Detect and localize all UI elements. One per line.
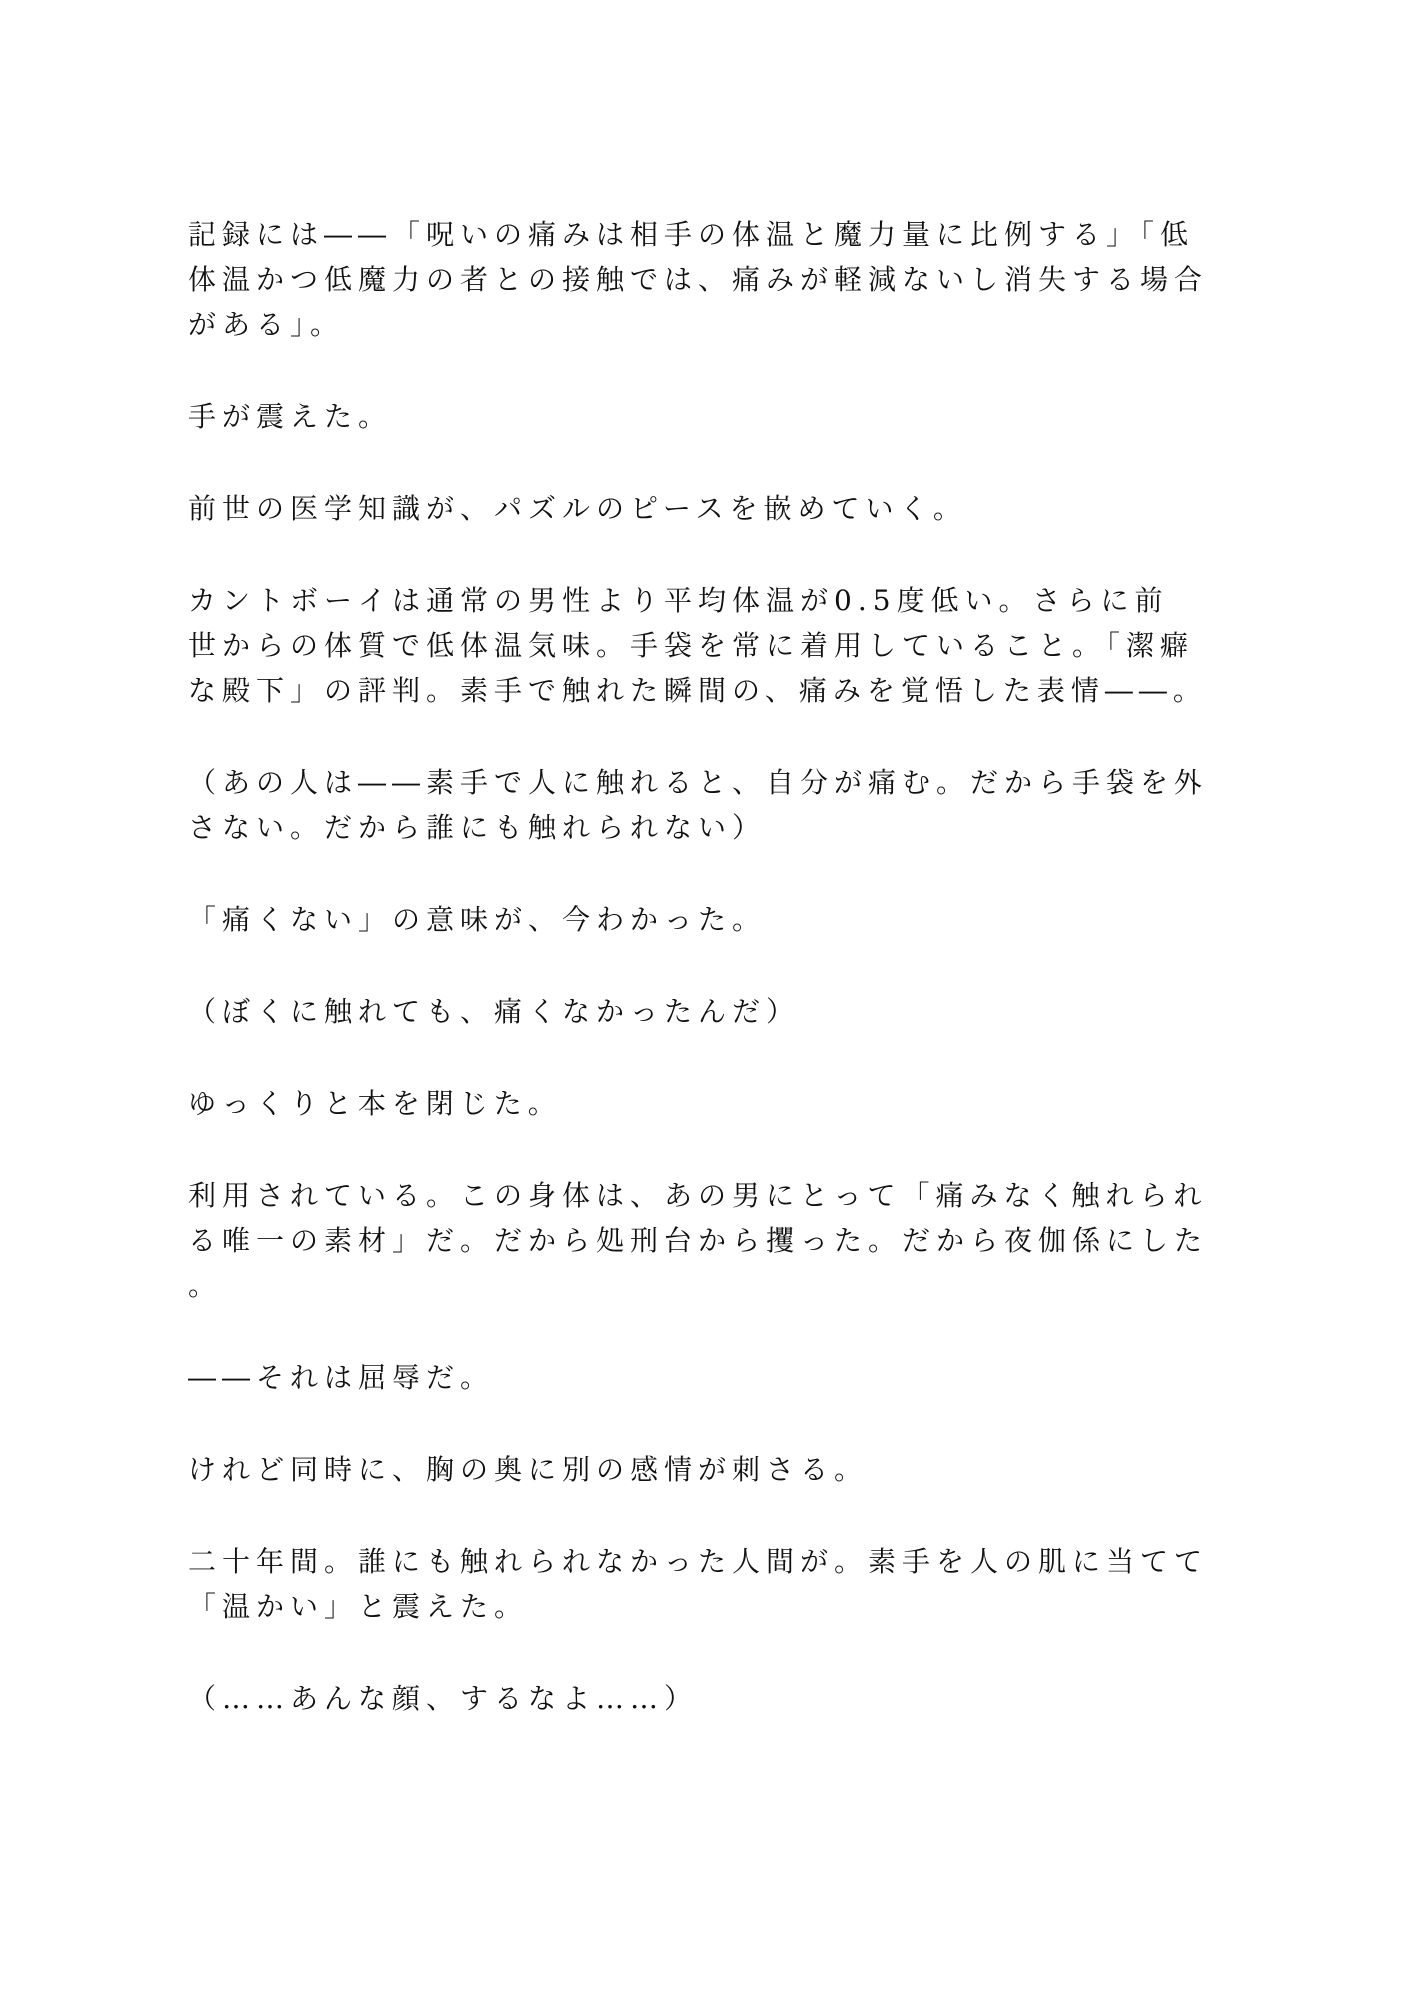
text-line: 記録には――「呪いの痛みは相手の体温と魔力量に比例する」「低 <box>188 218 1195 251</box>
text-line: がある」。 <box>188 308 345 341</box>
paragraph <box>188 760 1218 850</box>
text-line: な殿下」の評判。素手で触れた瞬間の、痛みを覚悟した表情――。 <box>188 674 1207 707</box>
paragraph <box>188 989 1218 1034</box>
text-line: （あの人は――素手で人に触れると、自分が痛む。だから手袋を外 <box>188 766 1209 799</box>
paragraph <box>188 1173 1218 1308</box>
text-line: 二十年間。誰にも触れられなかった人間が。素手を人の肌に当てて <box>188 1545 1209 1578</box>
text-line: 体温かつ低魔力の者との接触では、痛みが軽減ないし消失する場合 <box>188 263 1209 296</box>
text-line: けれど同時に、胸の奥に別の感情が刺さる。 <box>188 1453 869 1486</box>
paragraph <box>188 212 1218 347</box>
text-line: さない。だから誰にも触れられない） <box>188 811 767 844</box>
text-line: 利用されている。この身体は、あの男にとって「痛みなく触れられ <box>188 1179 1208 1212</box>
paragraph <box>188 486 1218 531</box>
paragraph <box>188 1081 1218 1126</box>
text-line: 。 <box>188 1269 223 1302</box>
text-line: 「痛くない」の意味が、今わかった。 <box>188 903 767 936</box>
text-line: 前世の医学知識が、パズルのピースを嵌めていく。 <box>188 492 967 525</box>
paragraph <box>188 897 1218 942</box>
text-line: （ぼくに触れても、痛くなかったんだ） <box>188 995 801 1028</box>
text-line: 手が震えた。 <box>188 400 393 433</box>
page-content <box>188 212 1218 1721</box>
paragraph <box>188 1447 1218 1492</box>
text-line: る唯一の素材」だ。だから処刑台から攫った。だから夜伽係にした <box>188 1224 1209 1257</box>
paragraph <box>188 1539 1218 1629</box>
text-line: 世からの体質で低体温気味。手袋を常に着用していること。「潔癖 <box>188 629 1195 662</box>
text-line: カントボーイは通常の男性より平均体温が0.5度低い。さらに前 <box>188 584 1169 617</box>
paragraph <box>188 1676 1218 1721</box>
text-line: ――それは屈辱だ。 <box>188 1361 495 1394</box>
paragraph <box>188 394 1218 439</box>
paragraph <box>188 578 1218 713</box>
paragraph <box>188 1355 1218 1400</box>
text-line: ゆっくりと本を閉じた。 <box>188 1087 562 1120</box>
text-line: 「温かい」と震えた。 <box>188 1590 529 1623</box>
text-line: （……あんな顔、するなよ……） <box>188 1682 699 1715</box>
